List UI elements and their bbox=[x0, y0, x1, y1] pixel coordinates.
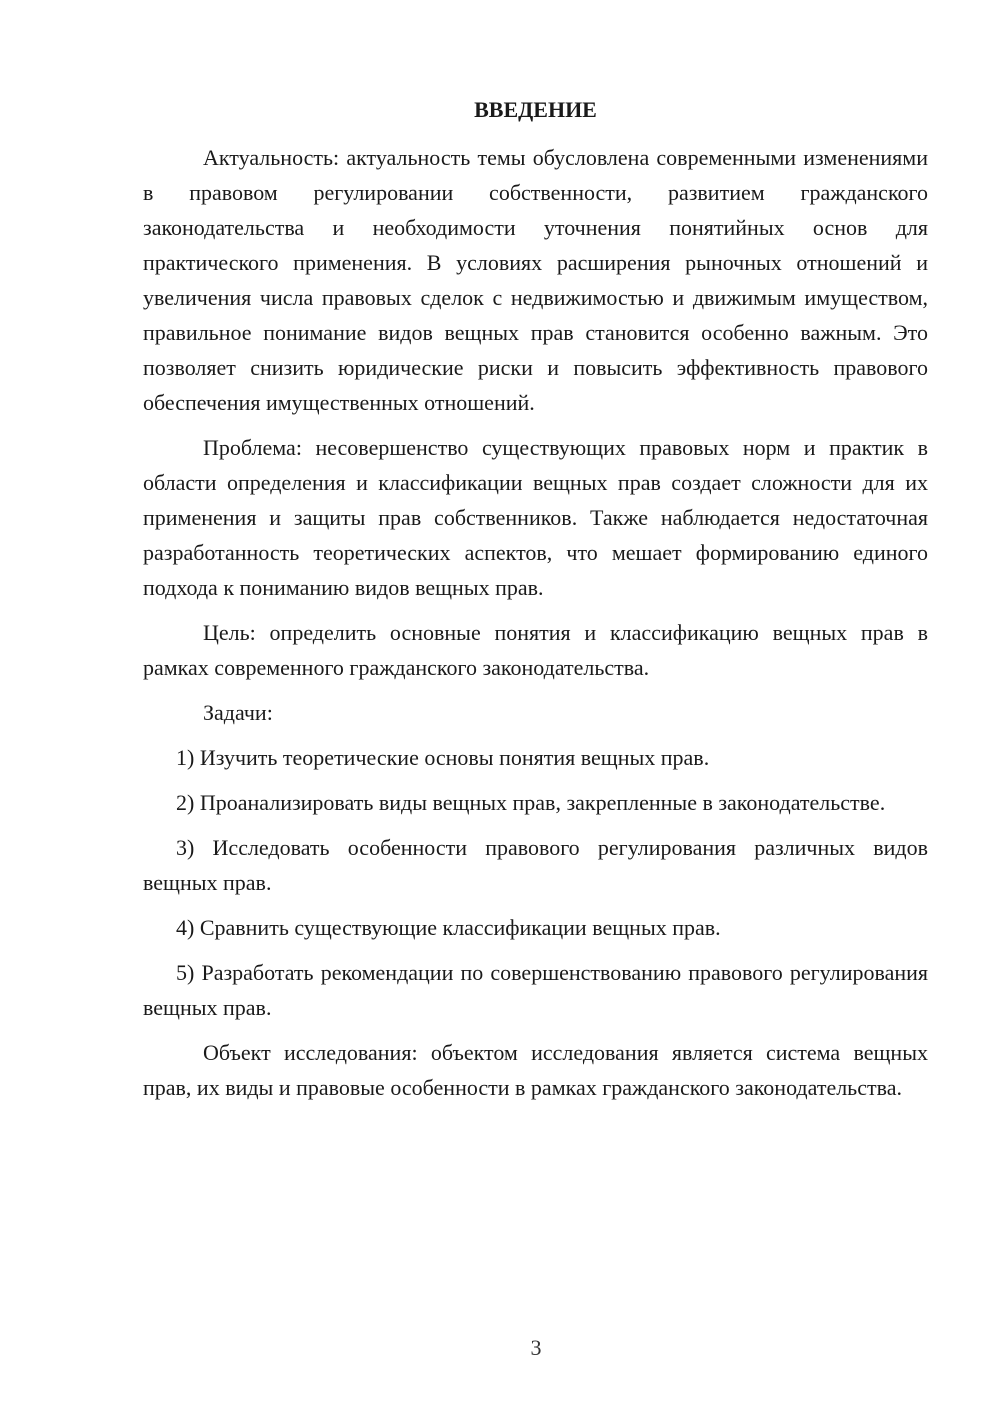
page-content bbox=[143, 92, 928, 1115]
task-item-4: 4) Сравнить существующие классификации вещных прав. bbox=[176, 915, 721, 940]
goal-paragraph: Цель: определить основные понятия и классификацию вещных прав в рамках современного гражданского законодательства. bbox=[143, 620, 928, 680]
task-item-1: 1) Изучить теоретические основы понятия вещных прав. bbox=[176, 745, 710, 770]
object-paragraph: Объект исследования: объектом исследования является система вещных прав, их виды и правовые особенности в рамках гражданского законодательства. bbox=[143, 1040, 928, 1100]
task-item-3: 3) Исследовать особенности правового регулирования различных видов вещных прав. bbox=[143, 835, 928, 895]
tasks-heading: Задачи: bbox=[203, 700, 273, 725]
task-item-2: 2) Проанализировать виды вещных прав, закрепленные в законодательстве. bbox=[176, 790, 886, 815]
section-title: ВВЕДЕНИЕ bbox=[474, 97, 597, 122]
page-number: 3 bbox=[530, 1335, 542, 1360]
task-item-5: 5) Разработать рекомендации по совершенствованию правового регулирования вещных прав. bbox=[143, 960, 928, 1020]
problem-paragraph: Проблема: несовершенство существующих правовых норм и практик в области определения и классификации вещных прав создает сложности для их применения и защиты прав собственников. Также наблюдается недостаточная разработанность теоретических аспектов, что мешает формированию единого подхода к пониманию видов вещных прав. bbox=[143, 435, 928, 600]
relevance-paragraph: Актуальность: актуальность темы обусловлена современными изменениями в правовом регулировании собственности, развитием гражданского законодательства и необходимости уточнения понятийных основ для практического применения. В условиях расширения рыночных отношений и увеличения числа правовых сделок с недвижимостью и движимым имуществом, правильное понимание видов вещных прав становится особенно важным. Это позволяет снизить юридические риски и повысить эффективность правового обеспечения имущественных отношений. bbox=[143, 145, 928, 415]
